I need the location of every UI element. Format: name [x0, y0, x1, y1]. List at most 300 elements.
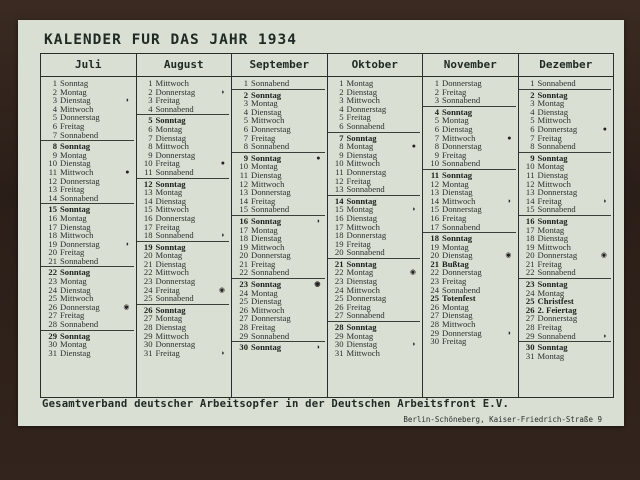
weekday-label: Sonnabend: [442, 158, 481, 169]
day-number: 24: [143, 284, 153, 295]
day-number: 17: [143, 221, 153, 232]
weekday-label: Donnerstag: [442, 204, 482, 215]
day-number: 3: [243, 98, 248, 109]
month-header: November: [423, 54, 518, 77]
day-row: [142, 231, 230, 240]
moon-full-icon: ●: [602, 124, 607, 133]
day-number: 17: [239, 224, 248, 235]
day-number: 21: [48, 255, 57, 266]
day-row: [46, 131, 134, 140]
weekday-label: Dienstag: [346, 86, 378, 97]
day-number: 28: [334, 322, 344, 333]
weekday-label: Dienstag: [442, 310, 473, 321]
day-number: 30: [239, 342, 248, 353]
moon-full-icon: ●: [220, 159, 225, 168]
day-number: 30: [430, 336, 439, 347]
day-number: 25: [48, 293, 57, 304]
day-row: [524, 352, 612, 361]
day-number: 18: [239, 233, 248, 244]
day-number: 18: [334, 230, 344, 241]
weekday-label: Sonnabend: [60, 255, 99, 266]
weekday-label: Sonntag: [537, 342, 568, 353]
day-number: 30: [48, 339, 57, 350]
weekday-label: Freitag: [155, 221, 180, 232]
day-number: 11: [239, 169, 248, 180]
day-number: 19: [334, 238, 344, 249]
weekday-label: Sonnabend: [251, 141, 290, 152]
month-header: September: [232, 54, 327, 77]
weekday-label: Dienstag: [346, 339, 378, 350]
weekday-label: Sonnabend: [251, 78, 290, 88]
day-number: 8: [339, 141, 344, 152]
day-row: [237, 332, 325, 341]
day-number: 18: [48, 230, 57, 241]
day-row: [237, 79, 325, 88]
day-number: 27: [143, 313, 153, 324]
weekday-label: Freitag: [155, 347, 180, 358]
weekday-label: Freitag: [537, 258, 562, 269]
day-number: 16: [143, 212, 153, 223]
day-row: [46, 194, 134, 203]
weekday-label: Montag: [537, 98, 565, 109]
day-number: 22: [48, 267, 57, 278]
day-number: 20: [430, 250, 439, 261]
weekday-label: Mittwoch: [251, 241, 285, 252]
day-row: [237, 268, 325, 277]
weekday-label: Donnerstag: [346, 103, 387, 114]
weekday-label: Sonnabend: [537, 141, 576, 152]
weekday-label: Montag: [537, 350, 565, 361]
weekday-label: Sonntag: [60, 78, 89, 88]
weekday-label: Montag: [346, 204, 374, 215]
moon-half-icon: ◗: [507, 196, 512, 205]
day-number: 24: [239, 287, 248, 298]
day-number: 29: [48, 330, 57, 341]
weekday-label: Donnerstag: [251, 187, 291, 198]
weekday-label: Mittwoch: [155, 78, 189, 88]
weekday-label: Sonntag: [537, 215, 568, 226]
day-number: 20: [239, 250, 248, 261]
day-row: [46, 349, 134, 358]
weekday-label: Dienstag: [155, 132, 187, 143]
weekday-label: Sonnabend: [442, 95, 481, 106]
weekday-label: Sonntag: [251, 279, 282, 290]
weekday-label: Sonnabend: [60, 192, 99, 203]
moon-half-icon: ◗: [220, 87, 225, 96]
day-number: 17: [430, 221, 439, 232]
day-row: [333, 311, 421, 320]
day-number: 15: [48, 204, 57, 215]
day-number: 26: [525, 304, 535, 315]
day-row: [333, 122, 421, 131]
weekday-label: Freitag: [442, 336, 467, 347]
weekday-label: Mittwoch: [442, 132, 476, 143]
weekday-label: Montag: [442, 115, 469, 126]
day-number: 17: [525, 224, 535, 235]
day-number: 22: [239, 267, 248, 278]
weekday-label: Freitag: [60, 184, 85, 195]
day-number: 8: [243, 141, 248, 152]
moon-new-icon: ◉: [505, 251, 512, 260]
day-number: 31: [48, 347, 57, 358]
day-number: 9: [530, 152, 535, 163]
day-number: 28: [525, 322, 535, 333]
moon-new-icon: ◉: [123, 302, 130, 311]
day-number: 31: [525, 350, 535, 361]
day-number: 23: [525, 279, 535, 290]
weekday-label: Sonntag: [60, 267, 91, 278]
day-row: [142, 116, 230, 125]
weekday-label: Sonnabend: [442, 284, 481, 295]
day-number: 4: [148, 103, 153, 114]
weekday-label: Sonnabend: [346, 247, 385, 258]
day-row: [142, 243, 230, 252]
day-row: [524, 154, 612, 163]
day-number: 31: [143, 347, 153, 358]
day-number: 26: [48, 301, 57, 312]
weekday-label: Sonntag: [346, 258, 377, 269]
day-number: 18: [430, 233, 439, 244]
weekday-label: Montag: [251, 98, 278, 109]
weekday-label: Mittwoch: [537, 241, 571, 252]
day-number: 6: [52, 120, 57, 131]
day-number: 12: [430, 178, 439, 189]
day-row: [333, 168, 421, 177]
day-number: 22: [430, 267, 439, 278]
weekday-label: Freitag: [60, 120, 85, 131]
day-number: 24: [48, 284, 57, 295]
moon-half-icon: ◗: [411, 340, 416, 349]
day-row: [524, 268, 612, 277]
weekday-label: Dienstag: [442, 187, 473, 198]
day-row: [524, 188, 612, 197]
day-row: [524, 217, 612, 226]
day-number: 15: [525, 204, 535, 215]
moon-new-icon: ◉: [600, 251, 607, 260]
weekday-label: Mittwoch: [155, 267, 189, 278]
day-row: [524, 343, 612, 352]
weekday-label: Mittwoch: [537, 115, 571, 126]
weekday-label: Dienstag: [537, 233, 569, 244]
weekday-label: Dienstag: [60, 221, 91, 232]
day-number: 29: [143, 330, 153, 341]
weekday-label: Sonnabend: [537, 78, 576, 88]
moon-half-icon: ◗: [316, 216, 321, 225]
day-row: [333, 349, 421, 358]
day-row: [333, 323, 421, 332]
day-number: 16: [430, 212, 439, 223]
weekday-label: Donnerstag: [442, 141, 482, 152]
moon-half-icon: ◗: [125, 239, 130, 248]
weekday-label: Donnerstag: [60, 112, 100, 123]
day-number: 1: [243, 78, 248, 88]
day-number: 26: [334, 301, 344, 312]
weekday-label: Donnerstag: [346, 230, 387, 241]
weekday-label: Freitag: [537, 195, 562, 206]
day-number: 1: [52, 78, 57, 88]
weekday-label: Mittwoch: [60, 166, 94, 177]
weekday-label: Mittwoch: [346, 95, 380, 106]
day-number: 29: [239, 330, 248, 341]
day-number: 2: [52, 86, 57, 97]
day-number: 14: [334, 195, 344, 206]
weekday-label: Freitag: [346, 238, 371, 249]
day-number: 16: [334, 212, 344, 223]
weekday-label: Dienstag: [442, 250, 473, 261]
weekday-label: Mittwoch: [346, 347, 380, 358]
day-number: 12: [143, 178, 153, 189]
moon-new-icon: ◉: [409, 268, 416, 277]
weekday-label: Donnerstag: [537, 250, 578, 261]
weekday-label: Mittwoch: [346, 158, 380, 169]
day-number: 11: [430, 169, 439, 180]
day-number: 4: [530, 106, 535, 117]
weekday-label: Freitag: [251, 258, 276, 269]
day-number: 24: [525, 287, 535, 298]
day-number: 29: [525, 330, 535, 341]
day-number: 7: [243, 132, 248, 143]
moon-half-icon: ◗: [220, 231, 225, 240]
weekday-label: Montag: [537, 287, 565, 298]
weekday-label: Donnerstag: [60, 175, 100, 186]
weekday-label: Freitag: [346, 112, 371, 123]
day-row: [142, 349, 230, 358]
day-number: 6: [148, 123, 153, 134]
day-number: 5: [52, 112, 57, 123]
publisher-name: Gesamtverband deutscher Arbeitsopfer in der Deutschen Arbeitsfront E.V.: [42, 398, 510, 410]
day-number: 26: [239, 304, 248, 315]
day-number: 6: [434, 123, 439, 134]
weekday-label: Sonntag: [346, 195, 377, 206]
day-number: 29: [334, 330, 344, 341]
day-row: [524, 332, 612, 341]
weekday-label: Freitag: [155, 284, 180, 295]
weekday-label: Mittwoch: [346, 284, 380, 295]
day-number: 23: [334, 276, 344, 287]
day-number: 19: [430, 241, 439, 252]
day-row: [524, 314, 612, 323]
day-row: [333, 105, 421, 114]
day-number: 19: [525, 241, 535, 252]
weekday-label: Mittwoch: [251, 304, 285, 315]
moon-half-icon: ◗: [411, 205, 416, 214]
weekday-label: Sonntag: [251, 215, 282, 226]
weekday-label: Montag: [251, 224, 278, 235]
day-number: 15: [430, 204, 439, 215]
day-number: 22: [525, 267, 535, 278]
weekday-label: Sonnabend: [155, 230, 194, 241]
weekday-label: Donnerstag: [251, 250, 291, 261]
weekday-label: Dienstag: [537, 169, 569, 180]
day-number: 16: [525, 215, 535, 226]
weekday-label: Freitag: [251, 132, 276, 143]
calendar-title: KALENDER FUR DAS JAHR 1934: [44, 32, 297, 48]
day-number: 3: [339, 95, 344, 106]
weekday-label: Montag: [155, 250, 183, 261]
day-number: 9: [148, 149, 153, 160]
day-number: 12: [48, 175, 57, 186]
weekday-label: Mittwoch: [251, 115, 285, 126]
weekday-label: Dienstag: [60, 347, 91, 358]
month-grid: [40, 53, 614, 398]
weekday-label: Sonntag: [60, 204, 91, 215]
weekday-label: Montag: [60, 276, 87, 287]
day-number: 20: [48, 247, 57, 258]
month-header: Oktober: [328, 54, 423, 77]
weekday-label: Freitag: [537, 132, 562, 143]
day-number: 23: [48, 276, 57, 287]
day-row: [142, 105, 230, 114]
weekday-label: Donnerstag: [251, 313, 291, 324]
day-row: [524, 125, 612, 134]
weekday-label: Sonntag: [60, 141, 91, 152]
weekday-label: Sonntag: [537, 279, 568, 290]
day-row: [46, 257, 134, 266]
day-list: [137, 77, 232, 357]
day-number: 20: [143, 250, 153, 261]
day-row: [142, 214, 230, 223]
day-number: 10: [430, 158, 439, 169]
weekday-label: Mittwoch: [251, 178, 285, 189]
day-number: 5: [434, 115, 439, 126]
weekday-label: Donnerstag: [442, 267, 482, 278]
weekday-label: Sonntag: [251, 152, 282, 163]
moon-full-icon: ●: [411, 142, 416, 151]
day-row: [142, 277, 230, 286]
day-number: 7: [339, 132, 344, 143]
weekday-label: Sonnabend: [537, 330, 576, 341]
day-number: 3: [148, 95, 153, 106]
day-row: [142, 151, 230, 160]
day-row: [237, 343, 325, 352]
weekday-label: Montag: [155, 187, 183, 198]
weekday-label: Sonntag: [442, 169, 473, 180]
day-number: 14: [239, 195, 248, 206]
day-row: [333, 185, 421, 194]
weekday-label: Sonntag: [155, 241, 186, 252]
day-number: 27: [239, 313, 248, 324]
day-number: 4: [434, 106, 439, 117]
day-number: 21: [143, 258, 153, 269]
day-number: 27: [334, 310, 344, 321]
day-row: [428, 96, 516, 105]
weekday-label: Freitag: [155, 158, 180, 169]
day-number: 3: [434, 95, 439, 106]
day-row: [333, 260, 421, 269]
weekday-label: Sonnabend: [60, 319, 99, 330]
day-number: 9: [434, 149, 439, 160]
day-number: 5: [530, 115, 535, 126]
day-row: [524, 142, 612, 151]
weekday-label: Dienstag: [346, 149, 378, 160]
day-number: 23: [430, 276, 439, 287]
day-number: 15: [239, 204, 248, 215]
weekday-label: Sonntag: [346, 132, 377, 143]
day-number: 13: [430, 187, 439, 198]
weekday-label: Montag: [251, 287, 278, 298]
day-row: [142, 180, 230, 189]
weekday-label: Dienstag: [60, 158, 91, 169]
day-number: 14: [525, 195, 535, 206]
weekday-label: Sonntag: [155, 115, 186, 126]
weekday-label: Mittwoch: [60, 293, 94, 304]
day-number: 10: [239, 161, 248, 172]
weekday-label: Christfest: [537, 296, 574, 307]
day-number: 1: [339, 78, 344, 88]
weekday-label: Montag: [60, 339, 87, 350]
weekday-label: Montag: [442, 241, 469, 252]
weekday-label: Donnerstag: [155, 339, 196, 350]
day-row: [142, 306, 230, 315]
weekday-label: Montag: [251, 161, 278, 172]
weekday-label: Dienstag: [251, 296, 282, 307]
month-column: [423, 54, 519, 397]
month-column: [41, 54, 137, 397]
weekday-label: Bußtag: [442, 258, 469, 269]
day-number: 10: [48, 158, 57, 169]
weekday-label: Dienstag: [251, 233, 282, 244]
day-number: 1: [434, 78, 439, 88]
weekday-label: Sonntag: [537, 89, 568, 100]
day-number: 30: [525, 342, 535, 353]
day-number: 4: [52, 103, 57, 114]
weekday-label: Sonntag: [442, 106, 473, 117]
day-row: [46, 320, 134, 329]
weekday-label: Freitag: [442, 149, 467, 160]
weekday-label: Mittwoch: [346, 221, 380, 232]
day-number: 17: [334, 221, 344, 232]
day-number: 21: [239, 258, 248, 269]
day-number: 12: [525, 178, 535, 189]
weekday-label: Montag: [155, 123, 183, 134]
weekday-label: Sonnabend: [346, 184, 385, 195]
weekday-label: Mittwoch: [155, 204, 189, 215]
day-number: 28: [239, 322, 248, 333]
day-number: 28: [48, 319, 57, 330]
day-number: 12: [239, 178, 248, 189]
day-number: 10: [525, 161, 535, 172]
weekday-label: Freitag: [251, 322, 276, 333]
weekday-label: Sonnabend: [442, 221, 481, 232]
day-number: 18: [525, 233, 535, 244]
weekday-label: Montag: [346, 267, 374, 278]
weekday-label: Sonnabend: [155, 103, 194, 114]
weekday-label: Totenfest: [442, 293, 476, 304]
weekday-label: Sonnabend: [155, 293, 194, 304]
day-number: 31: [334, 347, 344, 358]
day-number: 2: [434, 86, 439, 97]
weekday-label: Dienstag: [537, 106, 569, 117]
weekday-label: Donnerstag: [346, 293, 387, 304]
day-number: 8: [148, 141, 153, 152]
weekday-label: Dienstag: [251, 106, 282, 117]
day-number: 30: [143, 339, 153, 350]
day-number: 7: [148, 132, 153, 143]
day-number: 16: [48, 212, 57, 223]
day-number: 10: [334, 158, 344, 169]
day-list: [423, 77, 518, 346]
weekday-label: Freitag: [155, 95, 180, 106]
weekday-label: Donnerstag: [346, 166, 387, 177]
day-number: 19: [239, 241, 248, 252]
day-row: [524, 91, 612, 100]
month-header: Dezember: [519, 54, 614, 77]
weekday-label: Sonnabend: [251, 204, 290, 215]
day-number: 8: [52, 141, 57, 152]
day-number: 13: [525, 187, 535, 198]
day-number: 21: [334, 258, 344, 269]
day-number: 7: [434, 132, 439, 143]
